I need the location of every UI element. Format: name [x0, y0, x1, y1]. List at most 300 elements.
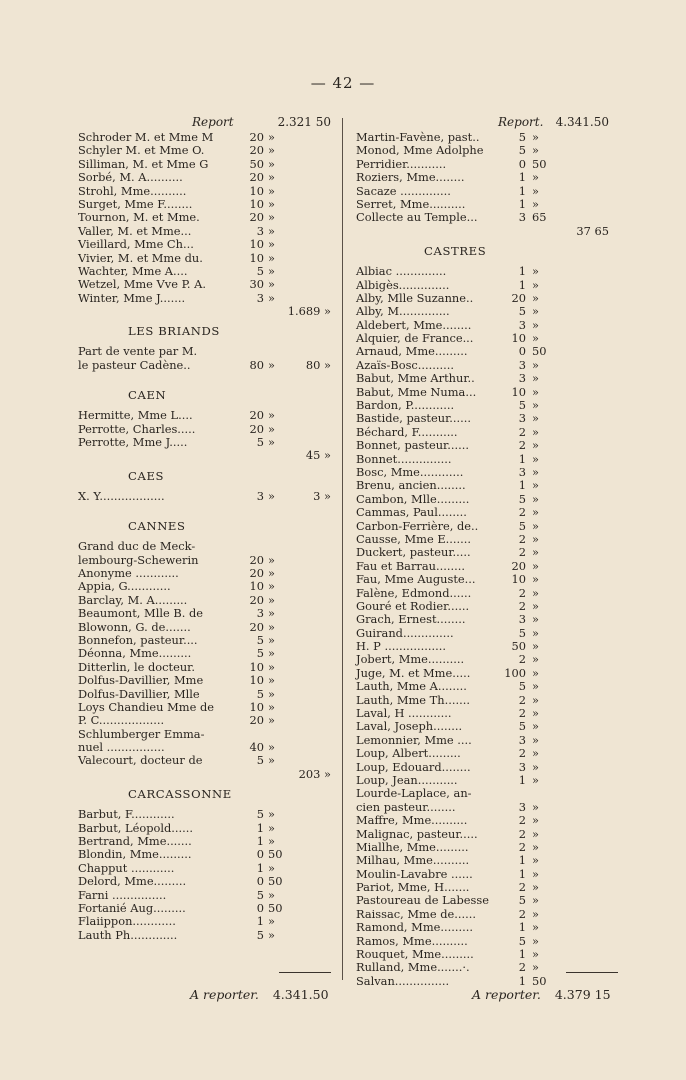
ledger-entry [78, 822, 340, 835]
ledger-entry [356, 627, 618, 640]
entry-name: Valler, M. et Mme... [78, 223, 192, 238]
entry-name: Monod, Mme Adolphe [356, 143, 484, 158]
entry-amount: 80 [249, 357, 264, 372]
ledger-entry [356, 332, 618, 345]
entry-cents: » [532, 384, 539, 399]
entry-name: Miallhe, Mme......... [356, 839, 469, 854]
entry-amount: 1 [256, 914, 264, 929]
entry-name: Martin-Favène, past.. [356, 130, 480, 144]
entry-name: Hermitte, Mme L.... [78, 408, 193, 423]
entry-name: Grand duc de Meck- [78, 539, 196, 554]
ledger-entry [78, 144, 340, 157]
entry-amount: 5 [518, 491, 526, 506]
entry-name: Loup, Albert......... [356, 746, 461, 761]
entry-amount: 3 [518, 464, 526, 479]
entry-name: Duckert, pasteur..... [356, 545, 471, 560]
entry-name: Delord, Mme......... [78, 874, 187, 889]
entry-amount: 5 [518, 143, 526, 158]
entry-amount: 10 [249, 196, 264, 211]
entry-cents: » [268, 887, 275, 902]
entry-amount: 2 [518, 706, 526, 721]
right-column [356, 114, 618, 988]
entry-name: Schyler M. et Mme O. [78, 143, 205, 158]
entry-cents: » [268, 250, 275, 265]
entry-name: Laval, H ............ [356, 706, 452, 721]
ledger-entry [356, 520, 618, 533]
entry-name: Loup, Jean........... [356, 772, 458, 787]
carry-forward-left [190, 987, 329, 1002]
entry-cents: » [268, 156, 275, 171]
entry-name: lembourg-Schewerin [78, 552, 199, 567]
section-heading: CAES [128, 468, 165, 483]
entry-cents: » [532, 196, 539, 211]
entry-cents: » [268, 421, 275, 436]
entry-name: Carbon-Ferrière, de.. [356, 518, 479, 533]
entry-cents: » [268, 834, 275, 849]
entry-amount: 3 [518, 411, 526, 426]
ledger-entry [356, 667, 618, 680]
entry-amount: 2 [518, 880, 526, 895]
page-number: — 42 — [310, 74, 376, 92]
entry-cents: » [268, 435, 275, 450]
entry-cents: 50 [532, 156, 547, 171]
entry-cents: » [532, 438, 539, 453]
ledger-entry [78, 540, 340, 553]
ledger-entry [356, 948, 618, 961]
ledger-entry [78, 621, 340, 634]
subtotal-row [78, 305, 340, 318]
ledger-entry [78, 409, 340, 422]
ledger-entry [78, 292, 340, 305]
entry-name: Alquier, de France... [356, 331, 474, 346]
entry-cents: 50 [268, 874, 283, 889]
total-rule [566, 972, 618, 973]
entry-name: Valecourt, docteur de [78, 753, 203, 768]
entry-name: Cambon, Mlle......... [356, 491, 470, 506]
entry-name: Serret, Mme.......... [356, 196, 466, 211]
entry-amount: 3 [518, 357, 526, 372]
section-heading: CARCASSONNE [128, 787, 232, 802]
ledger-entry [78, 580, 340, 593]
entry-name: Loys Chandieu Mme de [78, 699, 214, 714]
entry-amount: 3 [256, 290, 264, 305]
entry-name: Anonyme ............ [78, 565, 179, 580]
ledger-entry [356, 158, 618, 171]
entry-name: Blondin, Mme......... [78, 847, 192, 862]
subtotal: 1.689 » [287, 304, 331, 319]
entry-cents: » [532, 665, 539, 680]
entry-cents: » [532, 558, 539, 573]
entry-cents: » [532, 799, 539, 814]
report-total: 4.341.50 [555, 115, 609, 129]
entry-amount: 2 [518, 692, 526, 707]
entry-name: Flaiippon............ [78, 914, 176, 929]
entry-cents: » [532, 491, 539, 506]
ledger-entry [356, 640, 618, 653]
ledger-entry [78, 835, 340, 848]
entry-name: Ditterlin, le docteur. [78, 659, 195, 674]
entry-name: Alby, M.............. [356, 304, 450, 319]
entry-name: Rouquet, Mme......... [356, 947, 474, 962]
entry-cents: » [532, 398, 539, 413]
entry-cents: » [532, 853, 539, 868]
entry-name: Fau, Mme Auguste... [356, 572, 476, 587]
ledger-entry [356, 935, 618, 948]
entry-name: Bastide, pasteur...... [356, 411, 472, 426]
subtotal: 37 65 [576, 223, 609, 238]
entry-cents: » [532, 679, 539, 694]
ledger-entry [356, 493, 618, 506]
ledger-entry [356, 881, 618, 894]
ledger-entry [356, 171, 618, 184]
ledger-entry [356, 868, 618, 881]
entry-amount: 1 [518, 183, 526, 198]
ledger-entry [356, 399, 618, 412]
entry-amount: 20 [249, 170, 264, 185]
entry-amount: 1 [518, 478, 526, 493]
entry-name: nuel ................ [78, 740, 165, 755]
entry-amount: 5 [518, 933, 526, 948]
entry-amount: 5 [256, 632, 264, 647]
entry-name: Wetzel, Mme Vve P. A. [78, 277, 207, 292]
entry-amount: 1 [518, 772, 526, 787]
carry-total: 4.341.50 [272, 987, 329, 1002]
ledger-entry [356, 386, 618, 399]
entry-name: Rulland, Mme.......·. [356, 960, 470, 975]
ledger-entry [356, 426, 618, 439]
entry-amount: 2 [518, 826, 526, 841]
entry-amount: 20 [249, 552, 264, 567]
subtotal: 80 » [305, 357, 331, 372]
ledger-entry [356, 814, 618, 827]
entry-cents: » [268, 592, 275, 607]
ledger-entry [356, 720, 618, 733]
entry-cents: » [268, 914, 275, 929]
entry-amount: 2 [518, 813, 526, 828]
entry-cents: » [268, 860, 275, 875]
entry-cents: » [532, 277, 539, 292]
entry-name: Barclay, M. A......... [78, 592, 188, 607]
total-rule [279, 972, 331, 973]
ledger-entry [356, 372, 618, 385]
ledger-entry [356, 600, 618, 613]
entry-cents: » [268, 673, 275, 688]
entry-name: Dolfus-Davillier, Mme [78, 673, 204, 688]
ledger-entry [356, 921, 618, 934]
entry-cents: » [532, 719, 539, 734]
ledger-entry [356, 144, 618, 157]
ledger-entry [78, 701, 340, 714]
entry-cents: » [268, 686, 275, 701]
entry-amount: 3 [518, 759, 526, 774]
entry-cents: » [532, 612, 539, 627]
ledger-entry [78, 359, 340, 372]
entry-name: Babut, Mme Numa... [356, 384, 477, 399]
entry-cents: » [532, 772, 539, 787]
entry-name: Béchard, F........... [356, 424, 458, 439]
entry-name: Raissac, Mme de...... [356, 906, 476, 921]
entry-cents: » [268, 488, 275, 503]
entry-amount: 1 [518, 866, 526, 881]
ledger-entry [356, 479, 618, 492]
ledger-entry [78, 131, 340, 144]
entry-name: le pasteur Cadène.. [78, 357, 191, 372]
ledger-entry [356, 506, 618, 519]
entry-amount: 5 [256, 263, 264, 278]
entry-amount: 2 [518, 598, 526, 613]
entry-amount: 3 [256, 606, 264, 621]
entry-cents: » [268, 263, 275, 278]
entry-amount: 20 [249, 565, 264, 580]
entry-cents: » [532, 545, 539, 560]
entry-amount: 5 [256, 646, 264, 661]
entry-name: Guirand.............. [356, 625, 454, 640]
entry-name: Laval, Joseph........ [356, 719, 463, 734]
ledger-entry [78, 238, 340, 251]
ledger-entry [78, 929, 340, 942]
entry-amount: 5 [518, 398, 526, 413]
ledger-entry [356, 734, 618, 747]
entry-name: Vivier, M. et Mme du. [78, 250, 203, 265]
entry-cents: » [532, 839, 539, 854]
entry-name: Winter, Mme J....... [78, 290, 186, 305]
entry-amount: 20 [511, 290, 526, 305]
entry-cents: 50 [532, 344, 547, 359]
report-line [78, 114, 340, 131]
entry-cents: » [268, 143, 275, 158]
entry-name: Falène, Edmond...... [356, 585, 472, 600]
entry-name: Pastoureau de Labesse [356, 893, 489, 908]
entry-name: Wachter, Mme A.... [78, 263, 188, 278]
ledger-entry [356, 453, 618, 466]
entry-cents: » [268, 170, 275, 185]
ledger-entry [78, 278, 340, 291]
entry-name: Perridier........... [356, 156, 447, 171]
ledger-entry [356, 265, 618, 278]
entry-amount: 10 [511, 331, 526, 346]
report-line [356, 114, 618, 131]
entry-cents: » [532, 933, 539, 948]
left-column [78, 114, 340, 942]
ledger-entry [78, 915, 340, 928]
entry-amount: 10 [249, 250, 264, 265]
entry-cents: » [532, 290, 539, 305]
ledger-entry [78, 567, 340, 580]
ledger-entry [78, 848, 340, 861]
entry-name: Perrotte, Charles..... [78, 421, 196, 436]
entry-amount: 5 [256, 686, 264, 701]
entry-name: Collecte au Temple... [356, 210, 478, 225]
ledger-entry [356, 801, 618, 814]
entry-cents: » [532, 464, 539, 479]
entry-cents: » [268, 820, 275, 835]
ledger-entry [78, 862, 340, 875]
entry-cents: » [268, 290, 275, 305]
entry-cents: » [268, 130, 275, 144]
entry-cents: » [532, 880, 539, 895]
entry-cents: 50 [268, 847, 283, 862]
entry-amount: 3 [256, 488, 264, 503]
entries-list [78, 409, 340, 449]
entry-amount: 2 [518, 906, 526, 921]
entry-amount: 2 [518, 960, 526, 975]
entry-amount: 1 [518, 973, 526, 988]
entry-name: Strohl, Mme.......... [78, 183, 187, 198]
entry-cents: » [268, 740, 275, 755]
entry-amount: 3 [518, 210, 526, 225]
ledger-entry [356, 198, 618, 211]
entry-name: Lauth Ph............. [78, 927, 178, 942]
entry-amount: 0 [518, 156, 526, 171]
entry-name: Jobert, Mme.......... [356, 652, 465, 667]
entry-amount: 20 [249, 210, 264, 225]
ledger-entry [356, 680, 618, 693]
ledger-entry [78, 211, 340, 224]
entry-amount: 2 [518, 531, 526, 546]
entry-cents: » [268, 565, 275, 580]
ledger-entry [78, 674, 340, 687]
entry-cents: » [268, 807, 275, 822]
ledger-entry [356, 546, 618, 559]
section-heading: CAEN [128, 388, 167, 403]
entry-amount: 5 [256, 753, 264, 768]
entry-name: Moulin-Lavabre ...... [356, 866, 473, 881]
carry-label: A reporter. [472, 987, 541, 1002]
ledger-entry [356, 707, 618, 720]
carry-total: 4.379 15 [554, 987, 611, 1002]
entry-amount: 50 [249, 156, 264, 171]
entry-cents: » [268, 646, 275, 661]
section-heading: CANNES [128, 519, 186, 534]
entry-cents: » [268, 579, 275, 594]
entry-name: Part de vente par M. [78, 344, 198, 359]
entry-amount: 5 [518, 130, 526, 144]
entry-name: Barbut, Léopold...... [78, 820, 194, 835]
entry-amount: 2 [518, 839, 526, 854]
ledger-entry [356, 560, 618, 573]
ledger-entry [356, 292, 618, 305]
ledger-entry [78, 171, 340, 184]
entry-name: H. P ................. [356, 639, 447, 654]
entry-amount: 1 [518, 170, 526, 185]
entry-name: Alby, Mlle Suzanne.. [356, 290, 474, 305]
entry-cents: » [532, 746, 539, 761]
ledger-entry [78, 594, 340, 607]
entry-name: Fortanié Aug......... [78, 900, 186, 915]
entry-amount: 20 [249, 421, 264, 436]
ledger-entry [78, 554, 340, 567]
subtotal-row [78, 449, 340, 462]
entry-cents: » [532, 732, 539, 747]
entry-amount: 10 [511, 572, 526, 587]
entry-cents: » [532, 572, 539, 587]
ledger-entry [78, 754, 340, 767]
ledger-entry [356, 412, 618, 425]
entry-amount: 5 [518, 304, 526, 319]
entry-name: Schroder M. et Mme M [78, 130, 214, 144]
ledger-entry [356, 211, 618, 224]
ledger-entry [356, 613, 618, 626]
entry-amount: 2 [518, 438, 526, 453]
entry-amount: 5 [256, 887, 264, 902]
entries-list [78, 808, 340, 942]
ledger-entry [356, 828, 618, 841]
entry-cents: » [532, 264, 539, 279]
entry-name: Gouré et Rodier...... [356, 598, 470, 613]
entry-amount: 1 [518, 196, 526, 211]
entry-cents: » [532, 331, 539, 346]
entry-amount: 1 [256, 860, 264, 875]
entry-name: Silliman, M. et Mme G [78, 156, 209, 171]
entry-name: Blowonn, G. de....... [78, 619, 191, 634]
entry-cents: » [532, 692, 539, 707]
entry-cents: » [532, 906, 539, 921]
subtotal: 3 » [313, 488, 331, 503]
ledger-entry [356, 345, 618, 358]
ledger-entry [78, 634, 340, 647]
entry-name: Lemonnier, Mme .... [356, 732, 472, 747]
ledger-entry [356, 841, 618, 854]
entry-amount: 20 [249, 713, 264, 728]
entry-amount: 20 [249, 592, 264, 607]
entry-amount: 20 [249, 408, 264, 423]
ledger-entry [78, 185, 340, 198]
entry-cents: » [532, 826, 539, 841]
entry-cents: 65 [532, 210, 547, 225]
entry-cents: » [268, 552, 275, 567]
entry-cents: » [532, 317, 539, 332]
ledger-entry [78, 423, 340, 436]
ledger-entry [78, 714, 340, 727]
ledger-entry [356, 466, 618, 479]
entry-name: Babut, Mme Arthur.. [356, 371, 475, 386]
entry-cents: » [268, 223, 275, 238]
ledger-entry [78, 225, 340, 238]
entry-amount: 5 [518, 625, 526, 640]
ledger-entry [78, 688, 340, 701]
entry-cents: 50 [532, 973, 547, 988]
entry-amount: 0 [518, 344, 526, 359]
entry-name: Fau et Barrau........ [356, 558, 465, 573]
entry-name: P. C.................. [78, 713, 165, 728]
entry-cents: » [532, 143, 539, 158]
entry-name: cien pasteur........ [356, 799, 456, 814]
report-label: Report. [498, 115, 544, 129]
ledger-entry [78, 158, 340, 171]
entry-name: Surget, Mme F........ [78, 196, 193, 211]
section-heading: LES BRIANDS [128, 324, 220, 339]
entry-name: X. Y.................. [78, 488, 165, 503]
entry-name: Déonna, Mme......... [78, 646, 192, 661]
ledger-entry [356, 131, 618, 144]
entry-name: Bardon, P............ [356, 398, 455, 413]
entry-amount: 10 [249, 659, 264, 674]
entry-name: Albigès.............. [356, 277, 450, 292]
subtotal: 45 » [305, 448, 331, 463]
ledger-entry [78, 436, 340, 449]
entry-name: Cammas, Paul........ [356, 505, 467, 520]
entry-name: Juge, M. et Mme..... [356, 665, 471, 680]
ledger-entry [356, 894, 618, 907]
entry-cents: » [268, 210, 275, 225]
entry-amount: 30 [249, 277, 264, 292]
ledger-entry [78, 728, 340, 741]
entry-cents: » [532, 813, 539, 828]
entry-name: Bertrand, Mme....... [78, 834, 192, 849]
entry-amount: 2 [518, 424, 526, 439]
entry-amount: 5 [518, 893, 526, 908]
entry-name: Aldebert, Mme........ [356, 317, 472, 332]
